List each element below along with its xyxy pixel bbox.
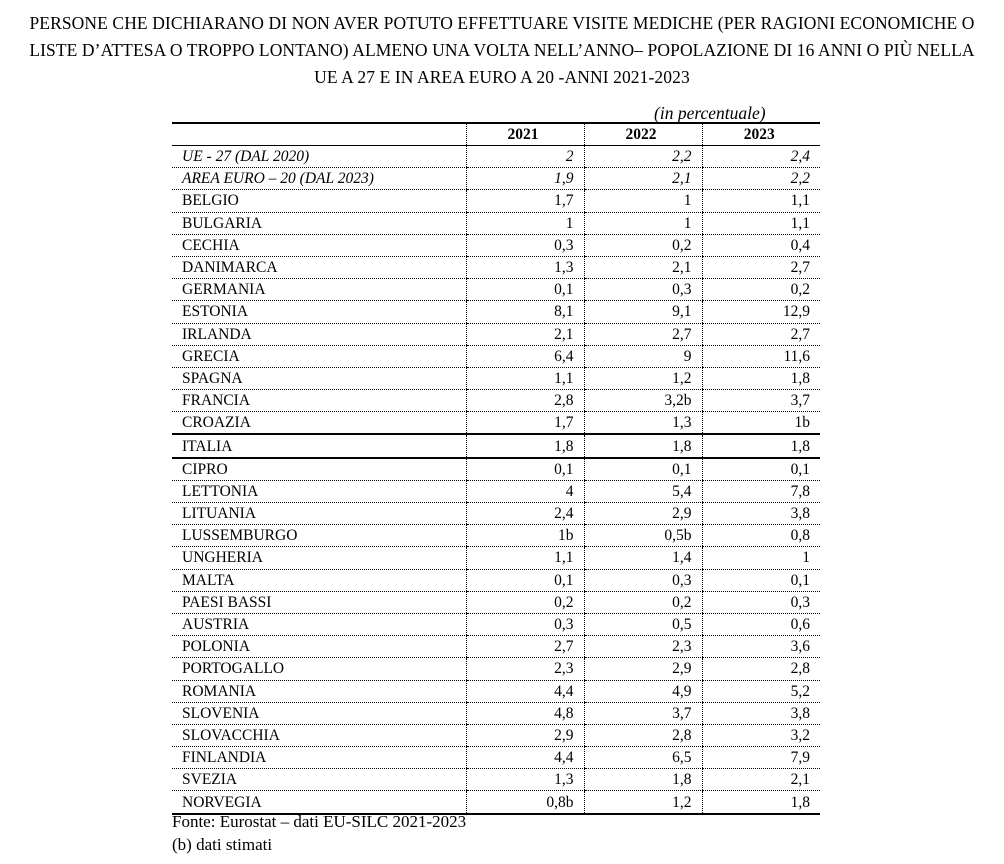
value-2021-cell: 1,7 xyxy=(466,412,584,435)
country-cell: FINLANDIA xyxy=(172,747,466,769)
table-row xyxy=(172,658,820,680)
value-2021-cell: 2,9 xyxy=(466,724,584,746)
value-2021-cell: 4,8 xyxy=(466,702,584,724)
value-2021-cell: 1,3 xyxy=(466,769,584,791)
value-2021-cell: 2,7 xyxy=(466,636,584,658)
title-line-3: UE A 27 E IN AREA EURO A 20 -ANNI 2021-2023 xyxy=(314,67,690,87)
value-2023-cell: 1b xyxy=(702,412,820,435)
value-2021-cell: 0,1 xyxy=(466,569,584,591)
column-header-2021: 2021 xyxy=(466,123,584,146)
value-2021-cell: 1,3 xyxy=(466,256,584,278)
country-cell: CIPRO xyxy=(172,458,466,481)
value-2023-cell: 2,2 xyxy=(702,168,820,190)
value-2023-cell: 2,4 xyxy=(702,146,820,168)
value-2023-cell: 3,7 xyxy=(702,390,820,412)
value-2021-cell: 1,1 xyxy=(466,547,584,569)
value-2022-cell: 6,5 xyxy=(584,747,702,769)
value-2021-cell: 2,4 xyxy=(466,503,584,525)
value-2023-cell: 0,3 xyxy=(702,591,820,613)
table-row xyxy=(172,367,820,389)
country-cell: ITALIA xyxy=(172,434,466,457)
value-2023-cell: 5,2 xyxy=(702,680,820,702)
country-cell: SLOVACCHIA xyxy=(172,724,466,746)
table-row xyxy=(172,480,820,502)
value-2021-cell: 2,1 xyxy=(466,323,584,345)
value-2022-cell: 0,5b xyxy=(584,525,702,547)
country-cell: UNGHERIA xyxy=(172,547,466,569)
table-row xyxy=(172,190,820,212)
table-row xyxy=(172,434,820,457)
value-2021-cell: 1,7 xyxy=(466,190,584,212)
value-2023-cell: 12,9 xyxy=(702,301,820,323)
value-2023-cell: 1,8 xyxy=(702,791,820,814)
country-cell: AUSTRIA xyxy=(172,613,466,635)
table-row xyxy=(172,279,820,301)
country-cell: GERMANIA xyxy=(172,279,466,301)
value-2021-cell: 1,9 xyxy=(466,168,584,190)
table-row xyxy=(172,680,820,702)
value-2022-cell: 2,1 xyxy=(584,256,702,278)
value-2023-cell: 3,2 xyxy=(702,724,820,746)
table-row xyxy=(172,168,820,190)
table-row xyxy=(172,636,820,658)
country-cell: LUSSEMBURGO xyxy=(172,525,466,547)
value-2023-cell: 1,1 xyxy=(702,190,820,212)
table-row xyxy=(172,569,820,591)
table-row xyxy=(172,212,820,234)
value-2021-cell: 0,2 xyxy=(466,591,584,613)
country-cell: FRANCIA xyxy=(172,390,466,412)
value-2022-cell: 1,8 xyxy=(584,434,702,457)
value-2023-cell: 3,8 xyxy=(702,702,820,724)
value-2022-cell: 2,3 xyxy=(584,636,702,658)
value-2022-cell: 2,9 xyxy=(584,658,702,680)
table-header-row xyxy=(172,123,820,146)
value-2022-cell: 1,2 xyxy=(584,367,702,389)
value-2022-cell: 2,9 xyxy=(584,503,702,525)
value-2022-cell: 1,4 xyxy=(584,547,702,569)
country-cell: CROAZIA xyxy=(172,412,466,435)
country-cell: SLOVENIA xyxy=(172,702,466,724)
country-cell: MALTA xyxy=(172,569,466,591)
value-2023-cell: 0,2 xyxy=(702,279,820,301)
value-2021-cell: 2 xyxy=(466,146,584,168)
country-cell: DANIMARCA xyxy=(172,256,466,278)
value-2023-cell: 0,1 xyxy=(702,569,820,591)
table-row xyxy=(172,412,820,435)
value-2022-cell: 0,2 xyxy=(584,234,702,256)
value-2021-cell: 1 xyxy=(466,212,584,234)
country-cell: PAESI BASSI xyxy=(172,591,466,613)
table-row xyxy=(172,234,820,256)
value-2023-cell: 0,1 xyxy=(702,458,820,481)
country-cell: BULGARIA xyxy=(172,212,466,234)
value-2023-cell: 1 xyxy=(702,547,820,569)
country-cell: LETTONIA xyxy=(172,480,466,502)
value-2022-cell: 4,9 xyxy=(584,680,702,702)
value-2023-cell: 1,8 xyxy=(702,367,820,389)
data-table xyxy=(172,122,820,815)
value-2022-cell: 0,1 xyxy=(584,458,702,481)
value-2022-cell: 2,2 xyxy=(584,146,702,168)
country-cell: IRLANDA xyxy=(172,323,466,345)
column-header-2023: 2023 xyxy=(702,123,820,146)
value-2023-cell: 3,6 xyxy=(702,636,820,658)
table-row xyxy=(172,503,820,525)
value-2023-cell: 7,9 xyxy=(702,747,820,769)
table-row xyxy=(172,724,820,746)
table-row xyxy=(172,769,820,791)
country-cell: GRECIA xyxy=(172,345,466,367)
table-row xyxy=(172,702,820,724)
country-cell: AREA EURO – 20 (DAL 2023) xyxy=(172,168,466,190)
value-2022-cell: 9,1 xyxy=(584,301,702,323)
value-2022-cell: 1 xyxy=(584,212,702,234)
value-2021-cell: 4,4 xyxy=(466,747,584,769)
value-2022-cell: 2,1 xyxy=(584,168,702,190)
table-row xyxy=(172,591,820,613)
value-2021-cell: 4,4 xyxy=(466,680,584,702)
value-2022-cell: 1,3 xyxy=(584,412,702,435)
table-row xyxy=(172,345,820,367)
value-2021-cell: 0,3 xyxy=(466,613,584,635)
title-line-1: PERSONE CHE DICHIARANO DI NON AVER POTUTO EFFETTUARE VISITE MEDICHE (PER RAGIONI ECONOMICHE O xyxy=(29,13,975,33)
country-cell: CECHIA xyxy=(172,234,466,256)
estimate-note: (b) dati stimati xyxy=(172,835,273,854)
table-row xyxy=(172,146,820,168)
value-2022-cell: 0,3 xyxy=(584,279,702,301)
value-2023-cell: 1,8 xyxy=(702,434,820,457)
country-cell: ESTONIA xyxy=(172,301,466,323)
table-row xyxy=(172,458,820,481)
value-2021-cell: 0,8b xyxy=(466,791,584,814)
value-2022-cell: 0,3 xyxy=(584,569,702,591)
table-row xyxy=(172,301,820,323)
value-2023-cell: 3,8 xyxy=(702,503,820,525)
value-2021-cell: 4 xyxy=(466,480,584,502)
column-header-2022: 2022 xyxy=(584,123,702,146)
value-2023-cell: 11,6 xyxy=(702,345,820,367)
country-cell: SPAGNA xyxy=(172,367,466,389)
value-2021-cell: 8,1 xyxy=(466,301,584,323)
value-2022-cell: 2,7 xyxy=(584,323,702,345)
column-header-country xyxy=(172,123,466,146)
value-2022-cell: 3,7 xyxy=(584,702,702,724)
unit-note: (in percentuale) xyxy=(654,103,766,123)
value-2022-cell: 5,4 xyxy=(584,480,702,502)
value-2023-cell: 1,1 xyxy=(702,212,820,234)
value-2023-cell: 0,4 xyxy=(702,234,820,256)
value-2023-cell: 7,8 xyxy=(702,480,820,502)
value-2022-cell: 1 xyxy=(584,190,702,212)
value-2021-cell: 6,4 xyxy=(466,345,584,367)
country-cell: NORVEGIA xyxy=(172,791,466,814)
source-note: Fonte: Eurostat – dati EU-SILC 2021-2023 xyxy=(172,812,467,831)
country-cell: PORTOGALLO xyxy=(172,658,466,680)
table-row xyxy=(172,525,820,547)
value-2021-cell: 2,3 xyxy=(466,658,584,680)
value-2023-cell: 2,7 xyxy=(702,323,820,345)
value-2022-cell: 9 xyxy=(584,345,702,367)
value-2021-cell: 1,1 xyxy=(466,367,584,389)
value-2023-cell: 2,1 xyxy=(702,769,820,791)
value-2021-cell: 0,1 xyxy=(466,279,584,301)
table-row xyxy=(172,323,820,345)
value-2022-cell: 3,2b xyxy=(584,390,702,412)
country-cell: ROMANIA xyxy=(172,680,466,702)
value-2021-cell: 2,8 xyxy=(466,390,584,412)
value-2022-cell: 0,5 xyxy=(584,613,702,635)
table-row xyxy=(172,747,820,769)
country-cell: LITUANIA xyxy=(172,503,466,525)
value-2023-cell: 0,8 xyxy=(702,525,820,547)
title-line-2: LISTE D’ATTESA O TROPPO LONTANO) ALMENO UNA VOLTA NELL’ANNO– POPOLAZIONE DI 16 ANNI O PIÙ NELLA xyxy=(29,40,975,60)
table-title xyxy=(0,10,1004,91)
value-2023-cell: 0,6 xyxy=(702,613,820,635)
value-2021-cell: 1b xyxy=(466,525,584,547)
value-2022-cell: 0,2 xyxy=(584,591,702,613)
value-2021-cell: 0,3 xyxy=(466,234,584,256)
value-2021-cell: 1,8 xyxy=(466,434,584,457)
table-row xyxy=(172,791,820,814)
country-cell: POLONIA xyxy=(172,636,466,658)
table-row xyxy=(172,547,820,569)
value-2022-cell: 1,2 xyxy=(584,791,702,814)
value-2022-cell: 2,8 xyxy=(584,724,702,746)
value-2023-cell: 2,7 xyxy=(702,256,820,278)
table-row xyxy=(172,390,820,412)
value-2021-cell: 0,1 xyxy=(466,458,584,481)
country-cell: BELGIO xyxy=(172,190,466,212)
table-row xyxy=(172,613,820,635)
value-2022-cell: 1,8 xyxy=(584,769,702,791)
country-cell: UE - 27 (DAL 2020) xyxy=(172,146,466,168)
table-row xyxy=(172,256,820,278)
country-cell: SVEZIA xyxy=(172,769,466,791)
value-2023-cell: 2,8 xyxy=(702,658,820,680)
